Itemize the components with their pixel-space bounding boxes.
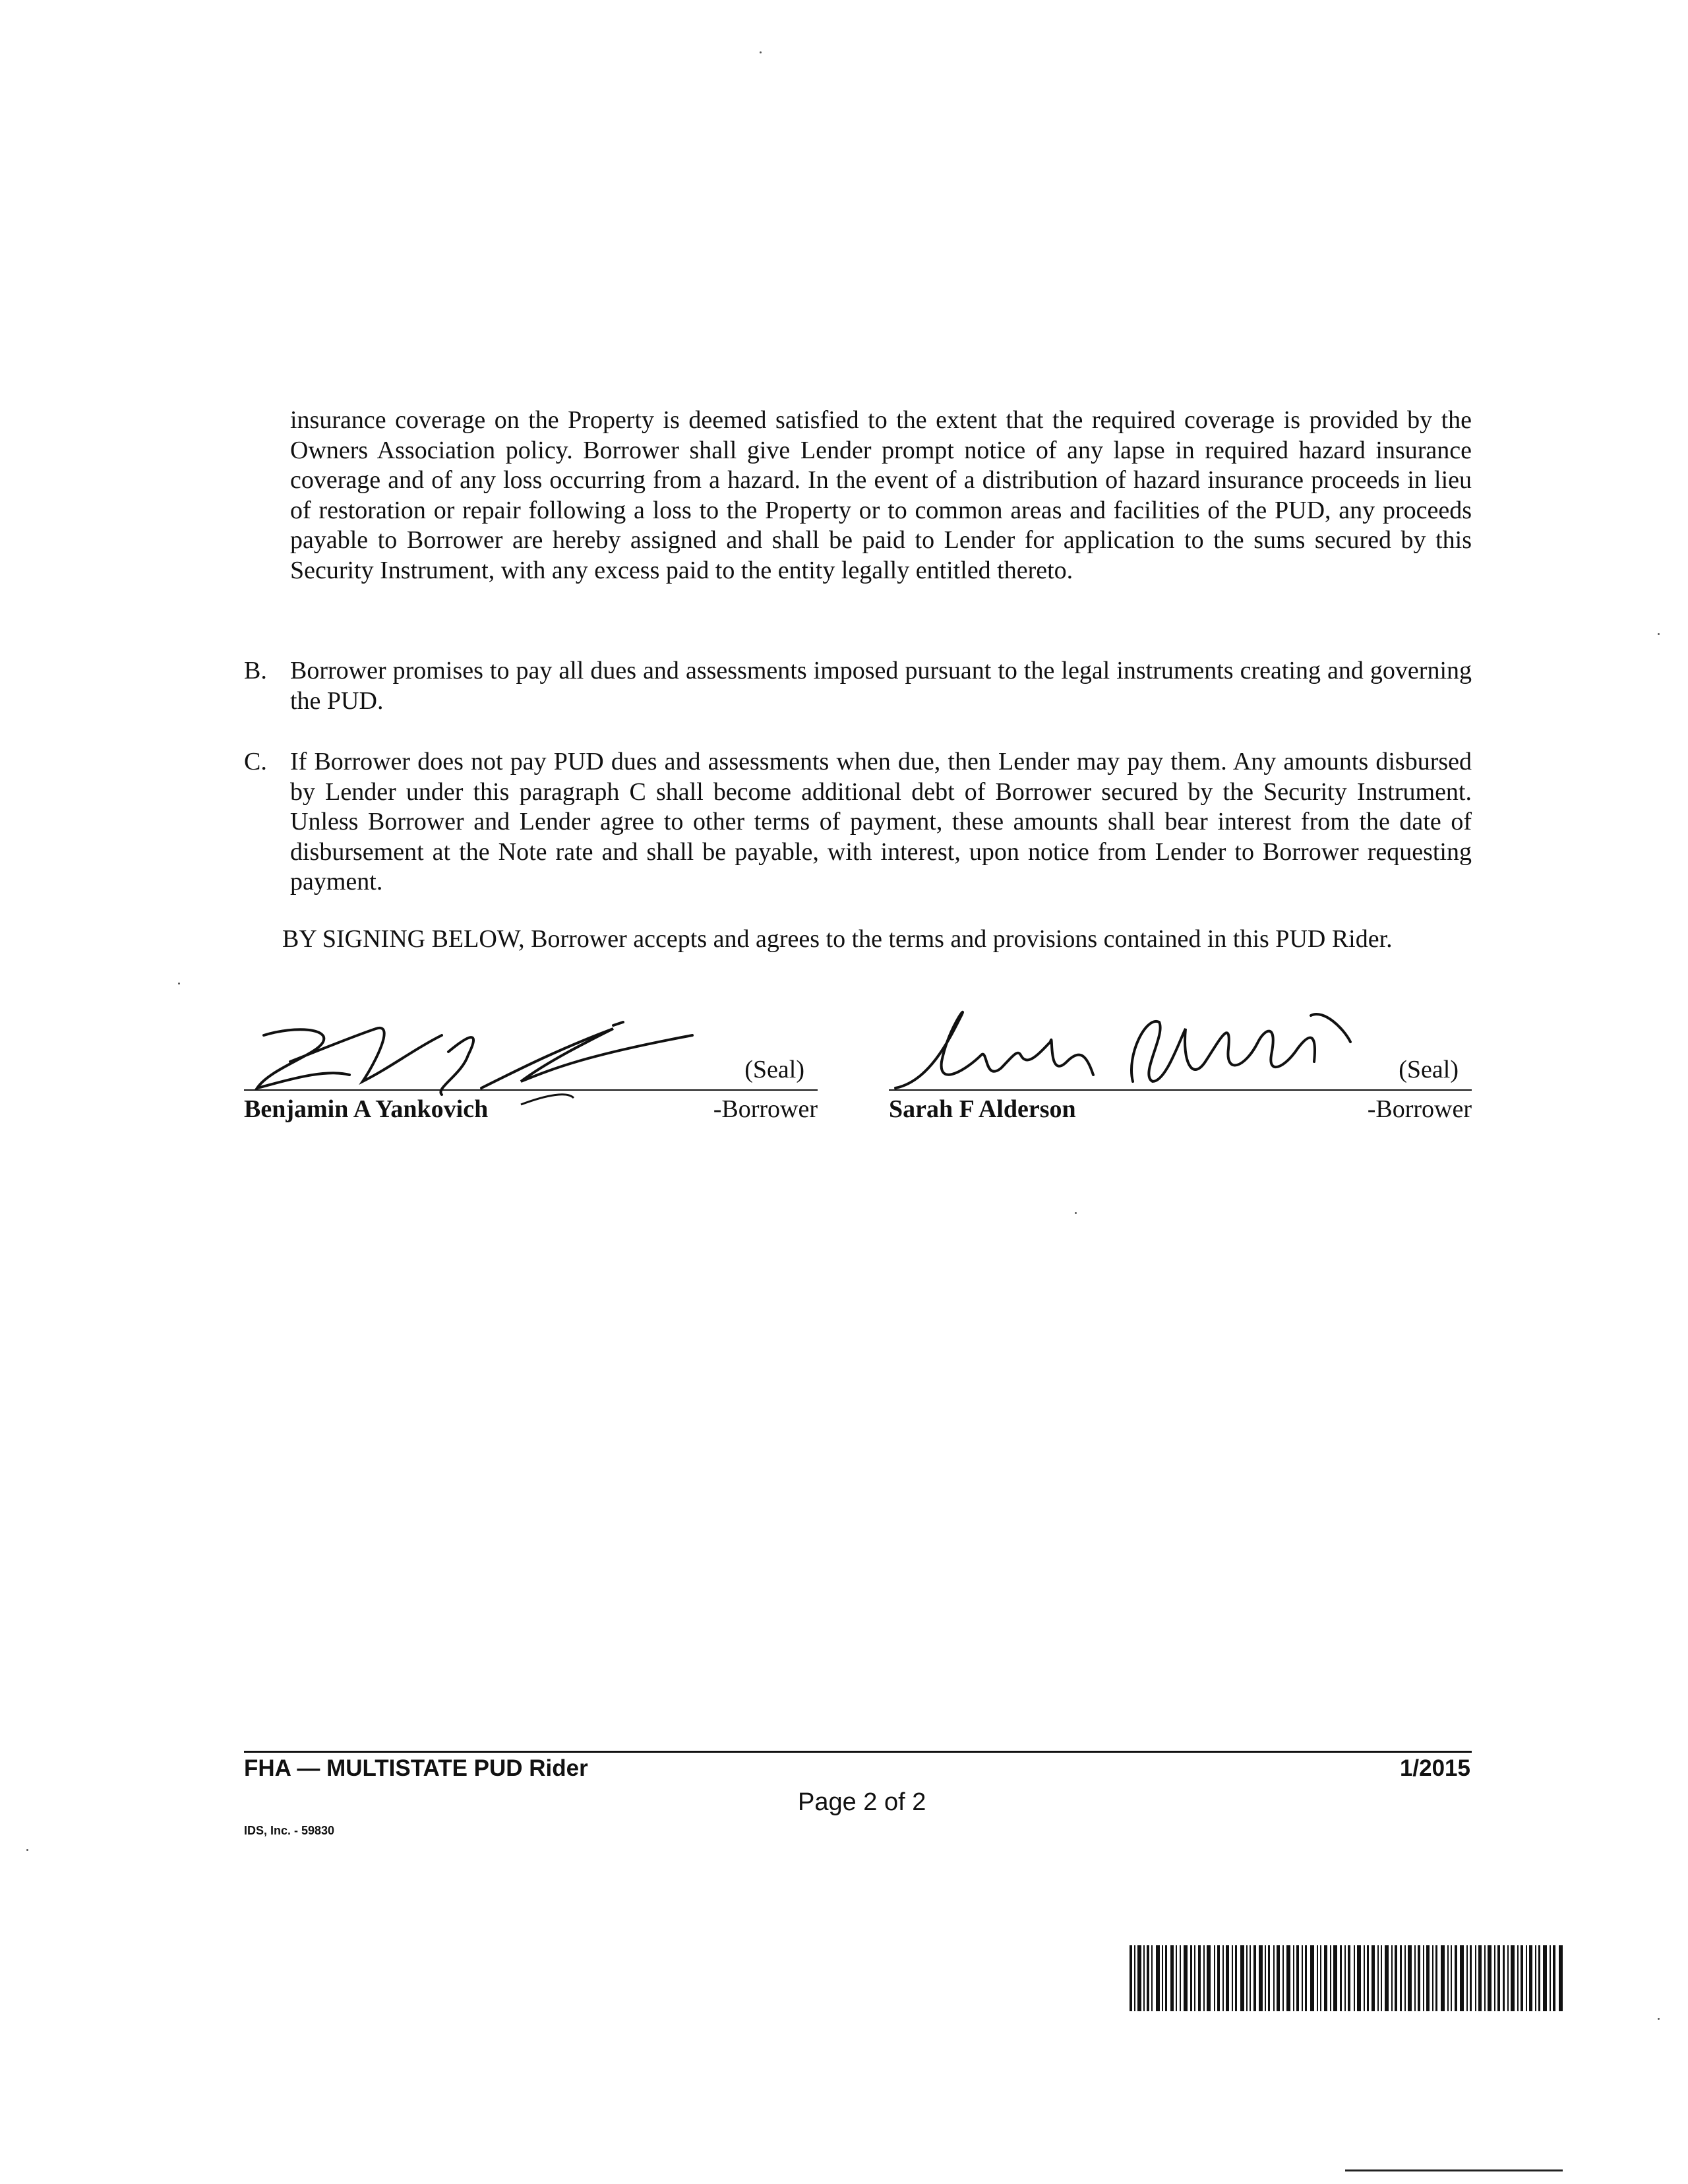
closing-statement: BY SIGNING BELOW, Borrower accepts and agrees to the terms and provisions contained in this PUD Rider. bbox=[282, 925, 1393, 953]
form-title: FHA — MULTISTATE PUD Rider bbox=[244, 1755, 588, 1781]
signature-block-borrower-1 bbox=[244, 989, 818, 1134]
paragraph-continuation: insurance coverage on the Property is deemed satisfied to the extent that the required coverage is provided by the Owners Association policy. Borrower shall give Lender prompt notice of any lapse in required hazard insurance coverage and of any loss occurring from a hazard. In the event of a distribution of hazard insurance proceeds in lieu of restoration or repair following a loss to the Property or to common areas and facilities of the PUD, any proceeds payable to Borrower are hereby assigned and shall be paid to Lender for application to the sums secured by this Security Instrument, with any excess paid to the entity legally entitled thereto. bbox=[290, 406, 1472, 584]
footer-rule bbox=[244, 1751, 1472, 1753]
page-number: Page 2 of 2 bbox=[798, 1788, 926, 1816]
signer-name: Benjamin A Yankovich bbox=[244, 1095, 489, 1123]
seal-label: (Seal) bbox=[744, 1056, 804, 1083]
signer-role: -Borrower bbox=[1367, 1095, 1472, 1123]
barcode-icon bbox=[1130, 1945, 1563, 2011]
scan-speck bbox=[1075, 1212, 1077, 1214]
scan-speck bbox=[1658, 2018, 1660, 2020]
signature-block-borrower-2 bbox=[889, 989, 1472, 1134]
item-text: Borrower promises to pay all dues and assessments imposed pursuant to the legal instruments creating and governing the PUD. bbox=[290, 657, 1472, 715]
item-text: If Borrower does not pay PUD dues and assessments when due, then Lender may pay them. Any amounts disbursed by Lender under this paragraph C shall become additional debt of Borrower secured by the Security Instrument. Unless Borrower and Lender agree to other terms of payment, these amounts shall bear interest from the date of disbursement at the Note rate and shall be payable, with interest, upon notice from Lender to Borrower requesting payment. bbox=[290, 748, 1472, 895]
signer-role: -Borrower bbox=[713, 1095, 818, 1123]
form-date: 1/2015 bbox=[1399, 1755, 1470, 1781]
seal-label: (Seal) bbox=[1399, 1056, 1459, 1083]
signature-line bbox=[244, 1089, 818, 1091]
scan-speck bbox=[760, 51, 762, 53]
signature-line bbox=[889, 1089, 1472, 1091]
scan-speck bbox=[178, 983, 180, 985]
scan-speck bbox=[1658, 633, 1660, 635]
form-id: IDS, Inc. - 59830 bbox=[244, 1824, 335, 1837]
item-letter: C. bbox=[244, 748, 267, 775]
item-letter: B. bbox=[244, 657, 267, 684]
bottom-rule bbox=[1345, 2169, 1563, 2171]
scan-speck bbox=[26, 1849, 28, 1851]
signer-name: Sarah F Alderson bbox=[889, 1095, 1076, 1123]
